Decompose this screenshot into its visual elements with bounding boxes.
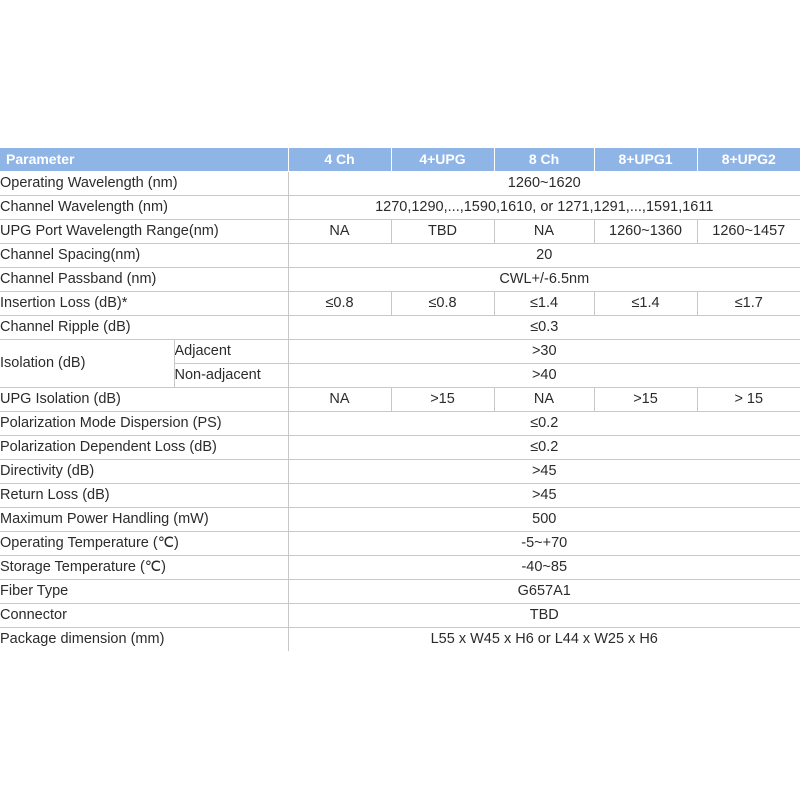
row-value: CWL+/-6.5nm xyxy=(288,268,800,292)
row-label: Polarization Dependent Loss (dB) xyxy=(0,436,288,460)
row-value: L55 x W45 x H6 or L44 x W25 x H6 xyxy=(288,628,800,652)
table-row xyxy=(0,244,800,268)
table-row xyxy=(0,196,800,220)
row-label: Storage Temperature (℃) xyxy=(0,556,288,580)
table-row xyxy=(0,316,800,340)
row-label: Insertion Loss (dB)* xyxy=(0,292,288,316)
table-row xyxy=(0,604,800,628)
isolation-adjacent-label: Adjacent xyxy=(174,340,288,364)
row-value: 20 xyxy=(288,244,800,268)
cell-4ch: ≤0.8 xyxy=(288,292,391,316)
table-row xyxy=(0,412,800,436)
cell-8-upg1: 1260~1360 xyxy=(594,220,697,244)
cell-8-upg2: > 15 xyxy=(697,388,800,412)
row-label: Channel Wavelength (nm) xyxy=(0,196,288,220)
header-4-upg: 4+UPG xyxy=(391,148,494,172)
table-row xyxy=(0,484,800,508)
header-4ch: 4 Ch xyxy=(288,148,391,172)
cell-8ch: ≤1.4 xyxy=(494,292,594,316)
header-8-upg2: 8+UPG2 xyxy=(697,148,800,172)
row-label: UPG Port Wavelength Range(nm) xyxy=(0,220,288,244)
table-row xyxy=(0,460,800,484)
row-value: ≤0.2 xyxy=(288,412,800,436)
table-row xyxy=(0,508,800,532)
row-label: Connector xyxy=(0,604,288,628)
row-value: ≤0.3 xyxy=(288,316,800,340)
cell-4-upg: TBD xyxy=(391,220,494,244)
cell-4ch: NA xyxy=(288,220,391,244)
table-row xyxy=(0,220,800,244)
row-value: 500 xyxy=(288,508,800,532)
row-label: Polarization Mode Dispersion (PS) xyxy=(0,412,288,436)
table-row xyxy=(0,340,800,364)
cell-8-upg1: >15 xyxy=(594,388,697,412)
table-row xyxy=(0,388,800,412)
table-row xyxy=(0,628,800,652)
header-8ch: 8 Ch xyxy=(494,148,594,172)
cell-8ch: NA xyxy=(494,388,594,412)
cell-4-upg: ≤0.8 xyxy=(391,292,494,316)
row-label: Operating Temperature (℃) xyxy=(0,532,288,556)
row-label: Operating Wavelength (nm) xyxy=(0,172,288,196)
row-value: >45 xyxy=(288,460,800,484)
cell-8-upg2: ≤1.7 xyxy=(697,292,800,316)
row-label: Channel Passband (nm) xyxy=(0,268,288,292)
spec-table xyxy=(0,147,800,651)
isolation-adjacent-value: >30 xyxy=(288,340,800,364)
table-row xyxy=(0,292,800,316)
row-label: Directivity (dB) xyxy=(0,460,288,484)
cell-8ch: NA xyxy=(494,220,594,244)
table-row xyxy=(0,172,800,196)
table-row xyxy=(0,268,800,292)
header-8-upg1: 8+UPG1 xyxy=(594,148,697,172)
row-value: G657A1 xyxy=(288,580,800,604)
row-label: Package dimension (mm) xyxy=(0,628,288,652)
row-value: 1270,1290,...,1590,1610, or 1271,1291,...,1591,1611 xyxy=(288,196,800,220)
table-row xyxy=(0,436,800,460)
row-label: Channel Spacing(nm) xyxy=(0,244,288,268)
row-label: Return Loss (dB) xyxy=(0,484,288,508)
cell-4-upg: >15 xyxy=(391,388,494,412)
cell-8-upg2: 1260~1457 xyxy=(697,220,800,244)
cell-8-upg1: ≤1.4 xyxy=(594,292,697,316)
row-label: UPG Isolation (dB) xyxy=(0,388,288,412)
row-value: ≤0.2 xyxy=(288,436,800,460)
row-value: >45 xyxy=(288,484,800,508)
isolation-label: Isolation (dB) xyxy=(0,340,174,388)
table-row xyxy=(0,580,800,604)
table-header-row xyxy=(0,148,800,172)
isolation-nonadjacent-value: >40 xyxy=(288,364,800,388)
isolation-nonadjacent-label: Non-adjacent xyxy=(174,364,288,388)
row-value: -5~+70 xyxy=(288,532,800,556)
table-row xyxy=(0,532,800,556)
row-value: -40~85 xyxy=(288,556,800,580)
row-value: TBD xyxy=(288,604,800,628)
row-value: 1260~1620 xyxy=(288,172,800,196)
row-label: Maximum Power Handling (mW) xyxy=(0,508,288,532)
table-row xyxy=(0,556,800,580)
cell-4ch: NA xyxy=(288,388,391,412)
row-label: Channel Ripple (dB) xyxy=(0,316,288,340)
header-parameter: Parameter xyxy=(0,148,288,172)
row-label: Fiber Type xyxy=(0,580,288,604)
